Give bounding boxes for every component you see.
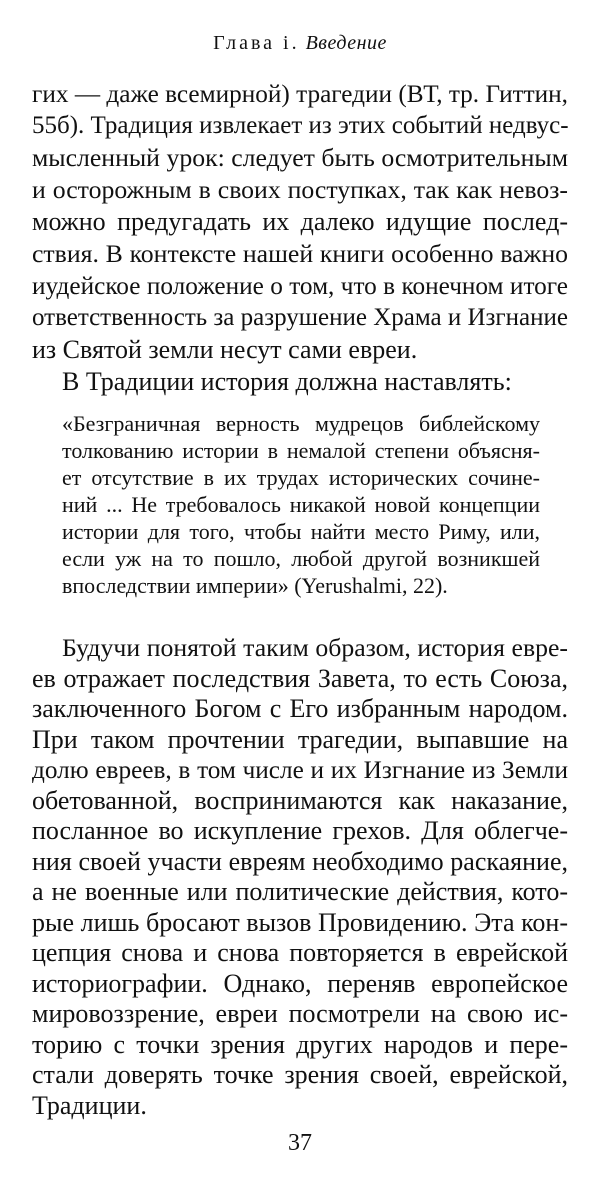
paragraph-1-line: ствия. В контексте нашей книги особенно важно [32, 239, 568, 268]
paragraph-3-line: обетованной, воспринимаются как наказание, [32, 785, 568, 815]
paragraph-3-line: цепция снова и снова повторяется в еврейской [32, 938, 568, 967]
quote-line: толкованию истории в немалой степени объясня- [62, 438, 540, 463]
paragraph-1-line: из Святой земли несут сами евреи. [32, 335, 418, 364]
page-number: 37 [288, 1130, 312, 1156]
paragraph-1-line: иудейское положение о том, что в конечном итоге [32, 272, 568, 300]
paragraph-3-line: а не военные или политические действия, кото- [32, 877, 568, 906]
quote-line: истории для того, чтобы найти место Риму, или, [62, 519, 540, 544]
paragraph-3-line: долю евреев, в том числе и их Изгнание из Земли [32, 756, 568, 784]
paragraph-3-line: торию с точки зрения других народов и пере- [32, 1029, 568, 1059]
paragraph-3-line: мировоззрение, евреи посмотрели на свою ис- [32, 999, 568, 1028]
paragraph-3-line: При таком прочтении трагедии, выпавшие на [32, 724, 568, 754]
paragraph-3-line: заключенного Богом с Его избранным народом. [32, 694, 568, 723]
quote-line: если уж на то пошло, любой другой возникшей [62, 546, 540, 571]
quote-line: ет отсутствие в их трудах исторических сочине- [62, 465, 540, 490]
quote-line: «Безграничная верность мудрецов библейскому [62, 411, 540, 436]
paragraph-3-line: Традиции. [32, 1090, 147, 1120]
paragraph-1-line: ответственность за разрушение Храма и Изгнание [32, 304, 569, 331]
paragraph-3-line: ев отражает последствия Завета, то есть Союза, [32, 663, 568, 693]
paragraph-2-line: В Традиции история должна наставлять: [62, 367, 512, 396]
running-header-title: Введение [305, 32, 387, 54]
running-header-chapter: Глава i. [213, 32, 300, 54]
paragraph-1-line: и осторожным в своих поступках, так как невоз- [32, 175, 568, 204]
paragraph-3-line: стали доверять точке зрения своей, еврейской, [32, 1060, 568, 1089]
paragraph-3-line: Будучи понятой таким образом, история евре- [62, 633, 568, 662]
quote-line: ний ... Не требовалось никакой новой концепции [62, 492, 540, 517]
quote-line: впоследствии империи» (Yerushalmi, 22). [62, 573, 448, 598]
paragraph-3-line: историографии. Однако, переняв европейское [32, 968, 568, 998]
paragraph-1-line: мысленный урок: следует быть осмотрительным [32, 143, 568, 172]
paragraph-3-line: посланное во искупление грехов. Для облегче- [32, 816, 568, 845]
paragraph-1-line: гих — даже всемирной) трагедии (ВТ, тр. Гиттин, [32, 80, 568, 108]
paragraph-3-line: рые лишь бросают вызов Провидению. Эта кон- [32, 907, 568, 937]
paragraph-3-line: ния своей участи евреям необходимо раскаяние, [32, 846, 568, 876]
paragraph-1-line: 55б). Традиция извлекает из этих событий недвус- [32, 112, 569, 139]
paragraph-1-line: можно предугадать их далеко идущие послед- [32, 207, 568, 236]
running-header [0, 30, 600, 56]
